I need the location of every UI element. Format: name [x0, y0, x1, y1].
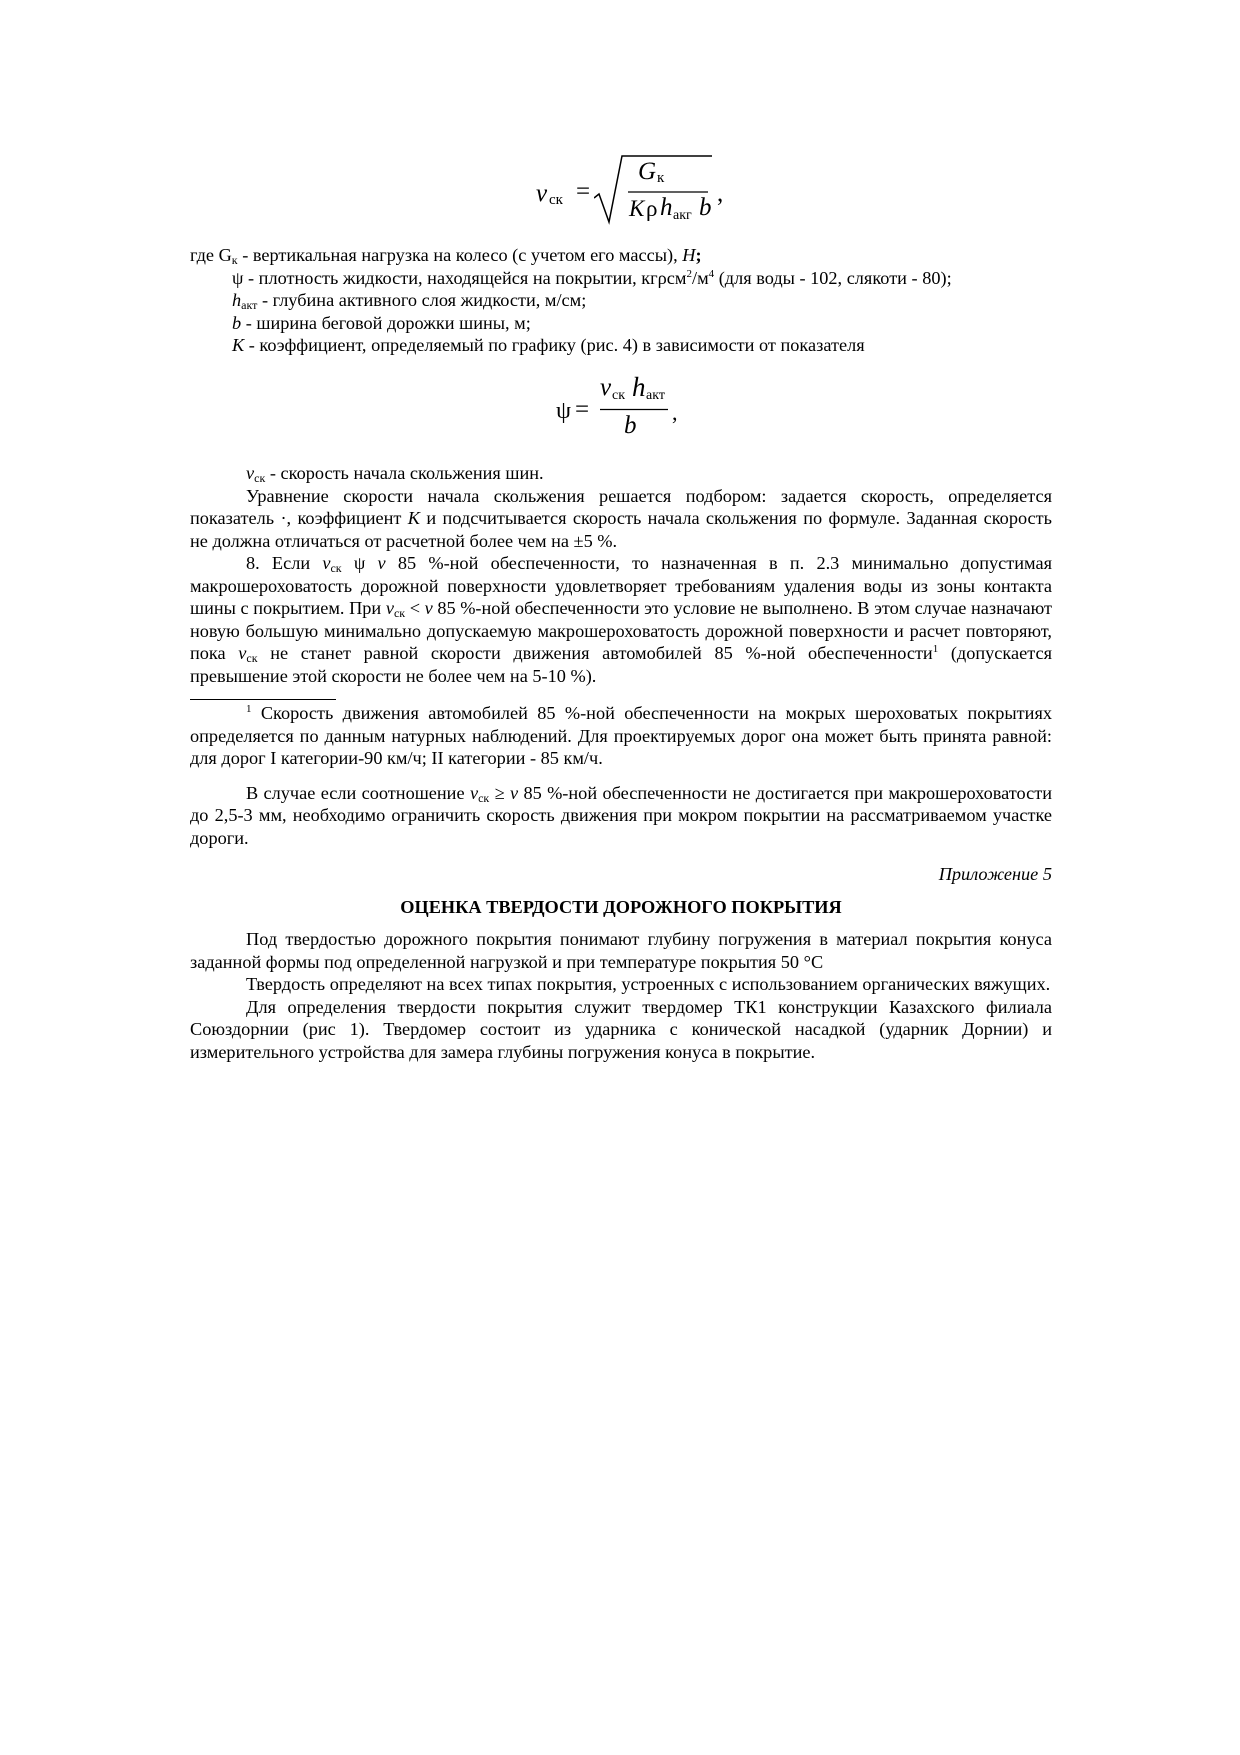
- p-eq-t1: Уравнение скорости начала скольжения решается подбором: задается скорость, определяется показатель ·, коэффициент: [190, 485, 1052, 528]
- paragraph-equation: [190, 485, 1052, 553]
- p-case-v: v: [469, 782, 479, 803]
- p-case-sub: ск: [478, 790, 490, 805]
- footnote: [190, 702, 1052, 770]
- formula2-fraction-bar: [600, 408, 670, 411]
- def-h: [190, 289, 1052, 312]
- def-psi-text1: - плотность жидкости, находящейся на покрытии, кгρсм: [243, 267, 687, 288]
- p8-t1: 8. Если: [246, 553, 323, 573]
- formula-sliding-speed: [536, 150, 724, 230]
- p8-t4: не станет равной скорости движения автомобилей 85 %-ной обеспеченности: [257, 643, 933, 663]
- p8-t3: 85 %-ной обеспеченности это условие не выполнено. В этом случае назначают новую большую минимально допускаемую макрошероховатость дорожной поверхности и расчет повторяют, пока: [190, 598, 1053, 663]
- def-g: [190, 244, 1052, 267]
- formula2-num-v-sub: ск: [612, 388, 626, 403]
- footnote-text: Скорость движения автомобилей 85 %-ной обеспеченности на мокрых шероховатых покрытиях определяется по данным натурных наблюдений. Для проектируемых дорог она может быть принята равной: для дорог I категории-90 км/ч; II категории - 85 км/ч.: [190, 703, 1052, 768]
- def-g-sub: к: [231, 253, 238, 267]
- formula2-lhs: ψ: [556, 398, 572, 424]
- def-psi-text3: (для воды - 102, слякоти - 80);: [714, 267, 952, 288]
- def-h-text: - глубина активного слоя жидкости, м/см;: [257, 290, 587, 310]
- def-vsk-text: - скорость начала скольжения шин.: [265, 463, 544, 483]
- p8-sub: ск: [330, 561, 342, 575]
- appendix-label: Приложение 5: [938, 864, 1052, 884]
- formula1-den-k: K: [629, 196, 645, 221]
- def-vsk-sym: v: [246, 463, 255, 483]
- p8-footnote-ref: 1: [932, 643, 939, 655]
- p8-v3: v: [385, 598, 394, 618]
- p-case-t1: В случае если соотношение: [246, 782, 470, 803]
- def-vsk: [190, 462, 1052, 485]
- def-psi: [190, 267, 1052, 290]
- def-psi-sup1: 2: [686, 267, 692, 280]
- formula1-lhs-sub: ск: [549, 192, 563, 208]
- def-b: [190, 312, 1052, 335]
- formula1-num-var: G: [638, 158, 657, 185]
- p8-v5: v: [238, 643, 247, 663]
- def-h-sub: акт: [241, 298, 258, 312]
- paragraph-hardness-device: Для определения твердости покрытия служит твердомер ТК1 конструкции Казахского филиала Союздорнии (рис 1). Твердомер состоит из ударника с конической насадкой (ударник Дорнии) и измерительного устройства для замера глубины погружения конуса в покрытие.: [190, 996, 1052, 1062]
- footnote-num: 1: [246, 703, 252, 715]
- paragraph-hardness-def: Под твердостью дорожного покрытия понимают глубину погружения в материал покрытия конуса заданной формы под определенной нагрузкой и при температуре покрытия 50 °С: [190, 929, 1052, 972]
- p8-t2: 85 %-ной обеспеченности, то назначенная в п. 2.3 минимально допустимая макрошероховатость дорожной поверхности удовлетворяет требованиям удаления воды из зоны контакта шины с покрытием. При: [190, 553, 1052, 618]
- paragraph-case: [190, 782, 1052, 850]
- def-g-unit: Н: [682, 245, 696, 265]
- def-k-text: - коэффициент, определяемый по графику (рис. 4) в зависимости от показателя: [244, 335, 865, 355]
- formula1-den-h: h: [660, 194, 673, 221]
- footnote-separator: [190, 699, 336, 700]
- formula1-den-h-sub: акг: [673, 208, 692, 223]
- def-g-end: ;: [695, 245, 702, 265]
- formula1-den-b: b: [699, 194, 712, 221]
- p8-sub3: ск: [393, 606, 406, 620]
- p8-v: v: [322, 553, 331, 573]
- def-b-sym: b: [232, 312, 242, 333]
- formula1-eq: =: [576, 178, 591, 205]
- formula-psi: [556, 372, 696, 446]
- def-psi-sym: ψ: [232, 267, 244, 288]
- p8-psi: ψ: [341, 553, 378, 573]
- def-psi-text2: /м: [691, 267, 709, 288]
- paragraph-8: [190, 552, 1052, 687]
- def-g-text: - вертикальная нагрузка на колесо (с учетом его массы),: [237, 245, 683, 265]
- p8-lt: <: [405, 598, 425, 618]
- p-eq-t2: и подсчитывается скорость начала скольжения по формуле. Заданная скорость не должна отличаться от расчетной более чем на ±5 %.: [190, 508, 1052, 551]
- paragraph-hardness-types: Твердость определяют на всех типах покрытия, устроенных с использованием органических вяжущих.: [246, 974, 1051, 994]
- p8-v4: v: [424, 598, 433, 618]
- p-case-v2: v: [509, 782, 519, 803]
- formula2-eq: =: [575, 396, 590, 423]
- def-k-sym: K: [232, 335, 245, 355]
- def-psi-sup2: 4: [708, 267, 715, 280]
- formula2-num-h-sub: акт: [646, 388, 665, 403]
- p-case-t2: 85 %-ной обеспеченности не достигается при макрошероховатости до 2,5-3 мм, необходимо ограничить скорость движения при мокром покрытии на рассматриваемом участке дороги.: [190, 782, 1052, 848]
- section-heading: ОЦЕНКА ТВЕРДОСТИ ДОРОЖНОГО ПОКРЫТИЯ: [400, 896, 842, 917]
- p8-v2: v: [377, 553, 386, 573]
- formula1-num-sub: к: [657, 170, 665, 186]
- formula2-num-v: v: [600, 374, 612, 401]
- formula2-den: b: [624, 412, 637, 439]
- definitions-block: [190, 244, 1052, 357]
- def-vsk-sub: ск: [254, 471, 266, 485]
- p8-t5: (допускается превышение этой скорости не более чем на 5-10 %).: [190, 643, 1052, 686]
- def-g-prefix: где G: [190, 245, 232, 265]
- formula1-den-rho: ρ: [646, 196, 658, 221]
- def-k: [190, 334, 1052, 357]
- def-b-text: - ширина беговой дорожки шины, м;: [241, 312, 531, 333]
- p-case-ge: ≥: [489, 782, 510, 803]
- body-text: [190, 462, 1052, 1063]
- p8-sub5: ск: [246, 651, 258, 665]
- formula2-trail: ,: [672, 400, 678, 425]
- formula2-num-h: h: [632, 372, 646, 402]
- p-eq-k: K: [407, 508, 420, 528]
- formula1-lhs-var: v: [536, 180, 548, 207]
- formula1-trail: ,: [717, 180, 724, 207]
- def-h-sym: h: [232, 290, 242, 310]
